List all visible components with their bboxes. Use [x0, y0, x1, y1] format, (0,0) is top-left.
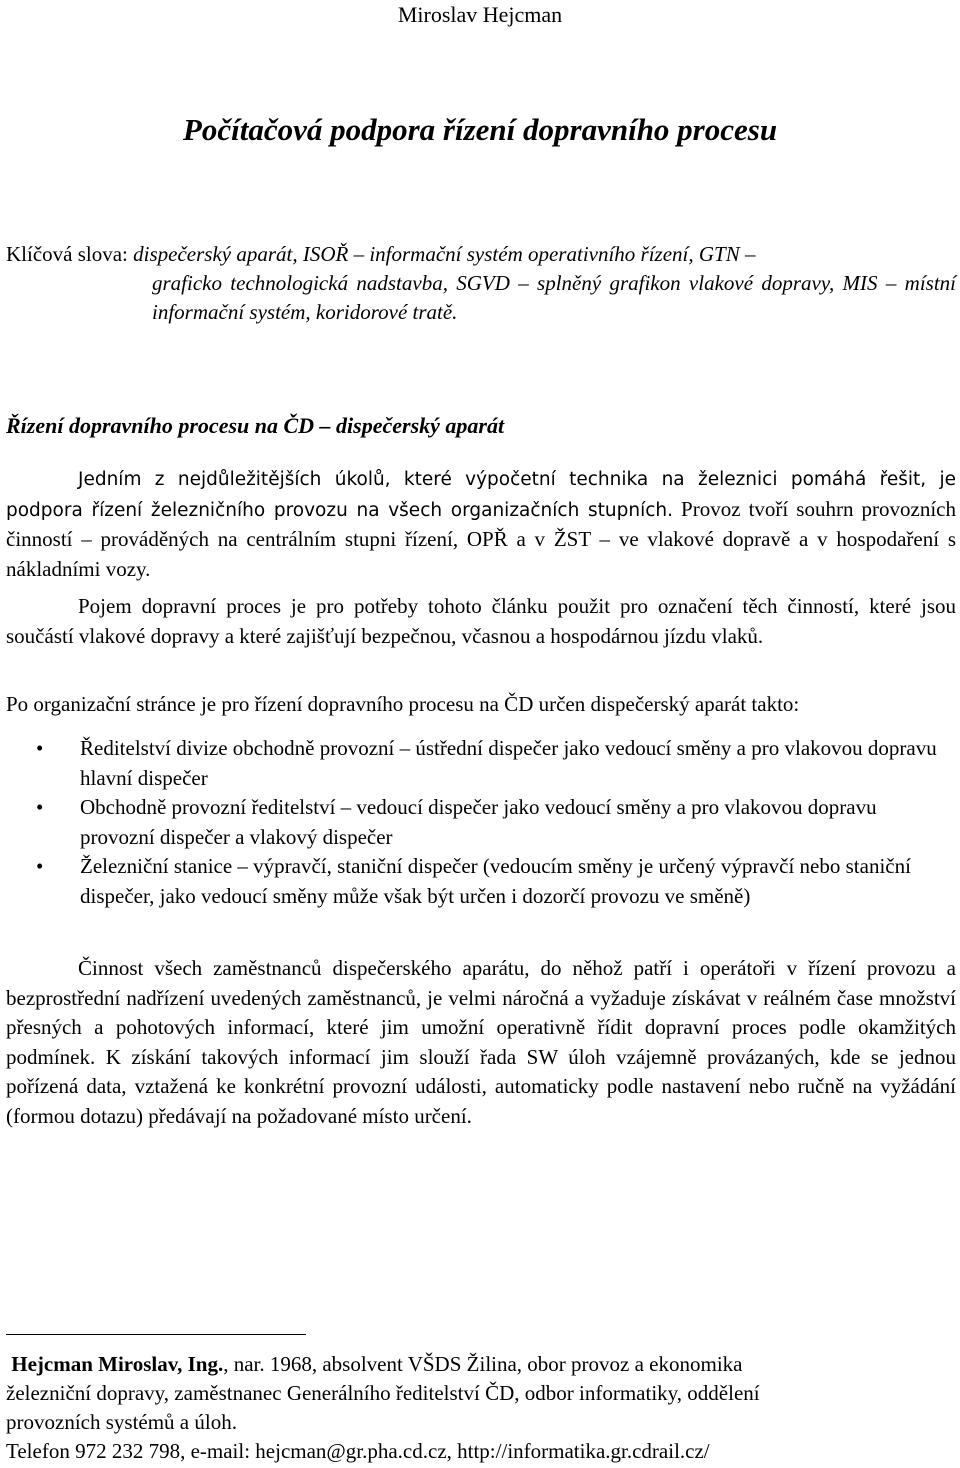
keywords-block — [6, 240, 956, 327]
keywords-label: Klíčová slova: — [6, 242, 134, 266]
footnote — [6, 1350, 956, 1466]
paragraph-1-rest: Provoz tvoří souhrn provozních činností – prováděných na centrálním stupni řízení, OPŘ a v ŽST – ve vlakové dopravě a v hospodaření s nákladními vozy. — [6, 496, 956, 581]
bullet-icon: • — [36, 795, 44, 819]
list-item — [6, 852, 956, 911]
list-item-text: Ředitelství divize obchodně provozní – ústřední dispečer jako vedoucí směny a pro vlakovou dopravu hlavní dispečer — [80, 736, 937, 790]
paragraph-2: Pojem dopravní proces je pro potřeby tohoto článku použit pro označení těch činností, které jsou součástí vlakové dopravy a které zajišťují bezpečnou, včasnou a hospodárnou jízdu vlaků. — [6, 594, 956, 648]
footnote-line-3: provozních systémů a úloh. — [6, 1410, 237, 1434]
list-item — [6, 734, 956, 793]
list-item-text: Železniční stanice – výpravčí, staniční dispečer (vedoucím směny je určený výpravčí nebo staniční dispečer, jako vedoucí směny může však být určen i dozorčí provozu ve směně) — [80, 854, 911, 908]
list-item — [6, 793, 956, 852]
footnote-divider — [6, 1334, 306, 1335]
footnote-contact-line: Telefon 972 232 798, e-mail: hejcman@gr.pha.cd.cz, http://informatika.gr.cdrail.cz/ — [6, 1439, 710, 1463]
bullet-icon: • — [36, 736, 44, 760]
bullet-icon: • — [36, 854, 44, 878]
footnote-line-1-rest: , nar. 1968, absolvent VŠDS Žilina, obor provoz a ekonomika — [223, 1352, 743, 1376]
keywords-first-line: dispečerský aparát, ISOŘ – informační systém operativního řízení, GTN – — [133, 242, 756, 266]
list-item-text: Obchodně provozní ředitelství – vedoucí dispečer jako vedoucí směny a pro vlakovou dopravu provozní dispečer a vlakový dispečer — [80, 795, 877, 849]
paragraph-1-sans-part: Jedním z nejdůležitějších úkolů, které výpočetní technika na železnici pomáhá řešit, je podpora řízení železničního provozu na všech organizačních stupních. — [6, 469, 956, 521]
dispatcher-list — [6, 734, 956, 911]
author-header: Miroslav Hejcman — [397, 2, 563, 27]
document-title: Počítačová podpora řízení dopravního procesu — [182, 112, 778, 147]
footnote-author-name: Hejcman Miroslav, Ing. — [11, 1352, 224, 1376]
paragraph-4: Činnost všech zaměstnanců dispečerského aparátu, do něhož patří i operátoři v řízení provozu a bezprostřední nadřízení uvedených zaměstnanců, je velmi náročná a vyžaduje získávat v reálném čase množství přesných a pohotových informací, které jim umožní operativně řídit dopravní proces podle okamžitých podmínek. K získání takových informací jim slouží řada SW úloh vzájemně provázaných, kde se jednou pořízená data, vztažená ke konkrétní provozní události, automaticky podle nastavení nebo ručně na vyžádání (formou dotazu) předávají na požadované místo určení. — [6, 956, 956, 1128]
footnote-line-2: železniční dopravy, zaměstnanec Generálního ředitelství ČD, odbor informatiky, oddělení — [6, 1381, 760, 1405]
paragraph-1 — [6, 464, 956, 584]
paragraph-3: Po organizační stránce je pro řízení dopravního procesu na ČD určen dispečerský aparát takto: — [6, 692, 800, 716]
section-heading: Řízení dopravního procesu na ČD – dispečerský aparát — [6, 413, 505, 438]
footnote-line-1 — [6, 1350, 956, 1379]
keywords-rest: graficko technologická nadstavba, SGVD – splněný grafikon vlakové dopravy, MIS – místní informační systém, koridorové tratě. — [152, 271, 956, 324]
